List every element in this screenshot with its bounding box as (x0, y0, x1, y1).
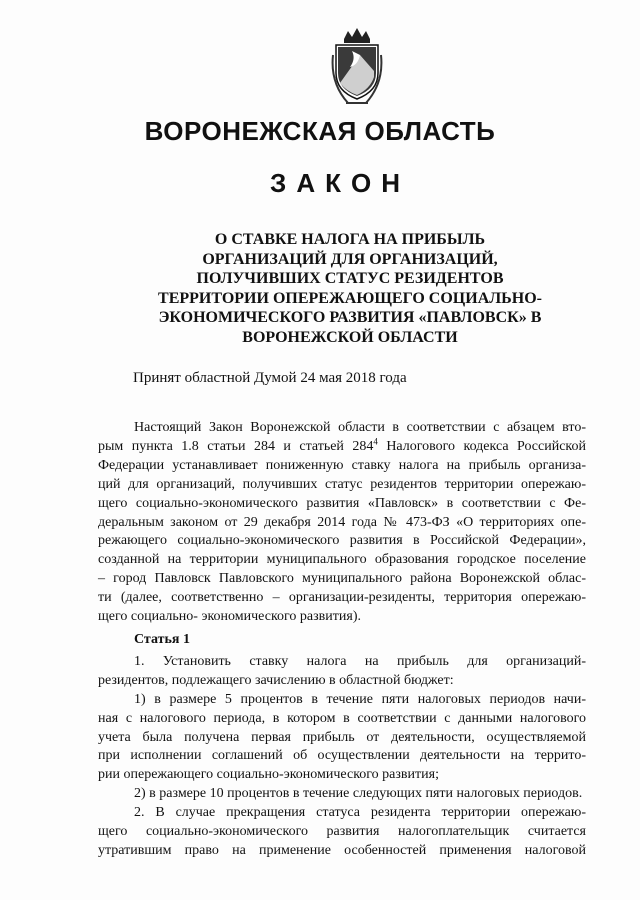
article-line: учета была получена первая прибыль от деятельности, осуществляемой (98, 729, 586, 745)
law-title-line: ОРГАНИЗАЦИЙ ДЛЯ ОРГАНИЗАЦИЙ, (202, 250, 498, 268)
law-body (98, 419, 586, 861)
preamble-line: – город Павловск Павловского муниципального района Воронежской облас- (98, 571, 586, 587)
preamble-line: щего социально- экономического развития). (98, 609, 361, 625)
article-line: при исполнении соглашений об осуществлении деятельности на террито- (98, 748, 586, 764)
article-1-text (98, 653, 586, 861)
article-heading: Статья 1 (134, 631, 190, 647)
article-line: рии опережающего социально-экономического развития; (98, 767, 439, 783)
preamble-line: рым пункта 1.8 статьи 284 и статьей $284^4$ Налогового кодекса Российской (98, 436, 587, 454)
article-line: резидентов, подлежащего зачислению в областной бюджет: (98, 672, 454, 688)
preamble-line: щего социально-экономического развития «Павловск» в соответствии с Фе- (98, 495, 586, 511)
preamble-line: режающего социально-экономического развития в Российской Федерации», (98, 533, 586, 549)
preamble-line: Настоящий Закон Воронежской области в соответствии с абзацем вто- (134, 420, 586, 435)
article-line: ная с налогового периода, в котором в соответствии с данными налогового (98, 710, 586, 726)
preamble-line: созданной на территории муниципального образования городское поселение (98, 552, 586, 568)
law-title-line: ПОЛУЧИВШИХ СТАТУС РЕЗИДЕНТОВ (196, 270, 504, 287)
article-line: 1) в размере 5 процентов в течение пяти налоговых периодов начи- (134, 691, 586, 707)
preamble-line: ций для организаций, получивших статус резидентов территории опережаю- (98, 476, 586, 492)
document-type-title: ЗАКОН (270, 168, 410, 198)
law-title-line: ВОРОНЕЖСКОЙ ОБЛАСТИ (242, 328, 458, 346)
preamble-line: ти (далее, соответственно – организации-резиденты, территория опережаю- (98, 590, 586, 606)
law-title-line: ТЕРРИТОРИИ ОПЕРЕЖАЮЩЕГО СОЦИАЛЬНО- (158, 289, 542, 307)
region-title: ВОРОНЕЖСКАЯ ОБЛАСТЬ (144, 116, 496, 146)
law-title-line: О СТАВКЕ НАЛОГА НА ПРИБЫЛЬ (214, 231, 486, 248)
coat-of-arms-icon (330, 25, 384, 107)
article-line: утратившим право на применение особенностей применения налоговой (98, 842, 586, 858)
article-line: 2. В случае прекращения статуса резидента территории опережаю- (134, 805, 586, 821)
preamble-line: деральным законом от 29 декабря 2014 года № 473-ФЗ «О территориях опе- (98, 514, 586, 530)
law-title (120, 230, 580, 347)
preamble-line: Федерации устанавливает пониженную ставку налога на прибыль организа- (98, 457, 586, 473)
law-title-line: ЭКОНОМИЧЕСКОГО РАЗВИТИЯ «ПАВЛОВСК» В (158, 309, 542, 326)
article-line: 2) в размере 10 процентов в течение следующих пяти налоговых периодов. (134, 786, 583, 802)
adoption-note: Принят областной Думой 24 мая 2018 года (133, 370, 407, 386)
article-line: 1. Установить ставку налога на прибыль для организаций- (134, 653, 586, 669)
article-line: щего социально-экономического развития налогоплательщик считается (98, 824, 586, 840)
